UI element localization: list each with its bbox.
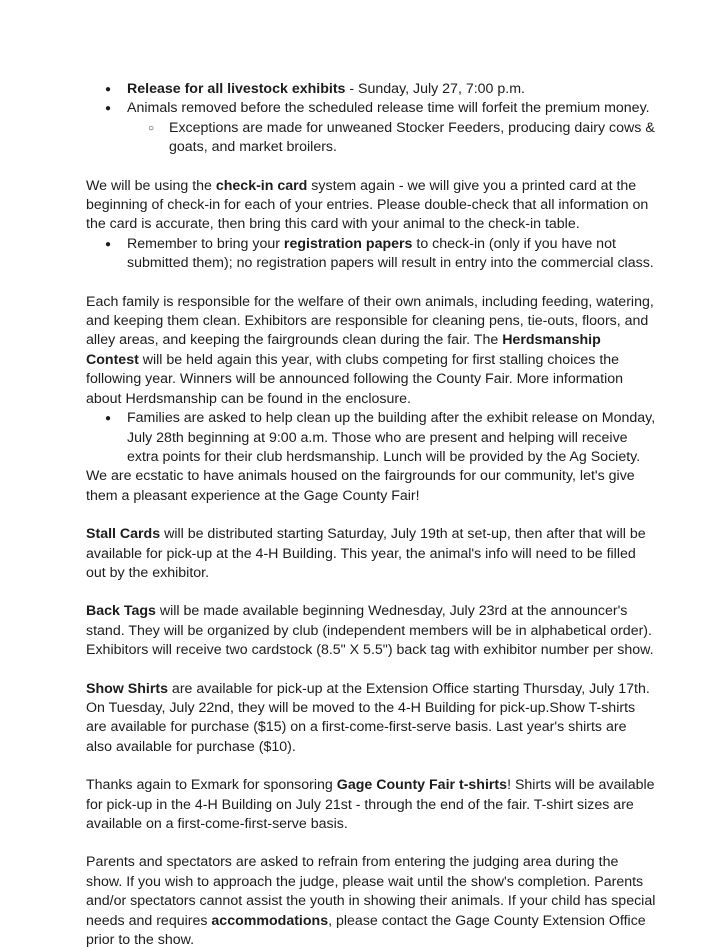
list-item: ● Release for all livestock exhibits - Sunday, July 27, 7:00 p.m. bbox=[127, 80, 656, 99]
welfare-closing: We are ecstatic to have animals housed on the fairgrounds for our community, let's give them a pleasant experience at the Gage County Fair! bbox=[86, 468, 635, 504]
release-heading: Release for all livestock exhibits bbox=[127, 81, 346, 97]
welfare-paragraph: Each family is responsible for the welfare of their own animals, including feeding, watering, and keeping them clean. Exhibitors are responsible for cleaning pens, tie-outs, floors, and alley areas, and keeping the fairgrounds clean during the fair. The Herdsmanship Contest will be held again this year, with clubs competing for first stalling choices the following year. Winners will be announced following the County Fair. More information about Herdsmanship can be found in the enclosure. bbox=[86, 293, 654, 407]
list-item: ● Families are asked to help clean up the building after the exhibit release on Monday, July 28th beginning at 9:00 a.m. Those who are present and helping will receive extra points for their club herdsmanship. Lunch will be provided by the Ag Society. bbox=[127, 409, 656, 467]
list-item: ○ Exceptions are made for unweaned Stocker Feeders, producing dairy cows & goats, and market broilers. bbox=[169, 119, 656, 158]
exceptions-list bbox=[127, 119, 656, 158]
stall-cards-paragraph: Stall Cards will be distributed starting Saturday, July 19th at set-up, then after that will be available for pick-up at the 4-H Building. This year, the animal's info will need to be filled out by the exhibitor. bbox=[86, 526, 646, 581]
checkin-paragraph: We will be using the check-in card system again - we will give you a printed card at the beginning of check-in for each of your entries. Please double-check that all information on the card is accurate, then bring this card with your animal to the check-in table. bbox=[86, 177, 649, 233]
document-page bbox=[86, 80, 656, 950]
show-shirts-paragraph: Show Shirts are available for pick-up at the Extension Office starting Thursday, July 17th. On Tuesday, July 22nd, they will be moved to the 4-H Building for pick-up.Show T-shirts are available for purchase ($15) on a first-come-first-serve basis. Last year's shirts are also available for purchase ($10). bbox=[86, 680, 650, 755]
parents-paragraph: Parents and spectators are asked to refrain from entering the judging area during the show. If you wish to approach the judge, please wait until the show's completion. Parents and/or spectators cannot assist the youth in showing their animals. If your child has special needs and requires accommodations, please contact the Gage County Extension Office prior to the show. bbox=[86, 854, 656, 949]
list-item: ● Animals removed before the scheduled release time will forfeit the premium money. ○ Exceptions are made for unweaned Stocker Feeders, producing dairy cows & goats, and market broilers. bbox=[127, 99, 656, 157]
back-tags-paragraph: Back Tags will be made available beginning Wednesday, July 23rd at the announcer's stand. They will be organized by club (independent members will be in alphabetical order). Exhibitors will receive two cardstock (8.5" X 5.5") back tag with exhibitor number per show. bbox=[86, 603, 654, 659]
list-item: ● Remember to bring your registration papers to check-in (only if you have not submitted them); no registration papers will result in entry into the commercial class. bbox=[127, 235, 656, 274]
checkin-list bbox=[86, 235, 656, 274]
thanks-paragraph: Thanks again to Exmark for sponsoring Gage County Fair t-shirts! Shirts will be available for pick-up in the 4-H Building on July 21st - through the end of the fair. T-shirt sizes are available on a first-come-first-serve basis. bbox=[86, 777, 655, 832]
release-list bbox=[86, 80, 656, 158]
cleanup-list bbox=[86, 409, 656, 467]
